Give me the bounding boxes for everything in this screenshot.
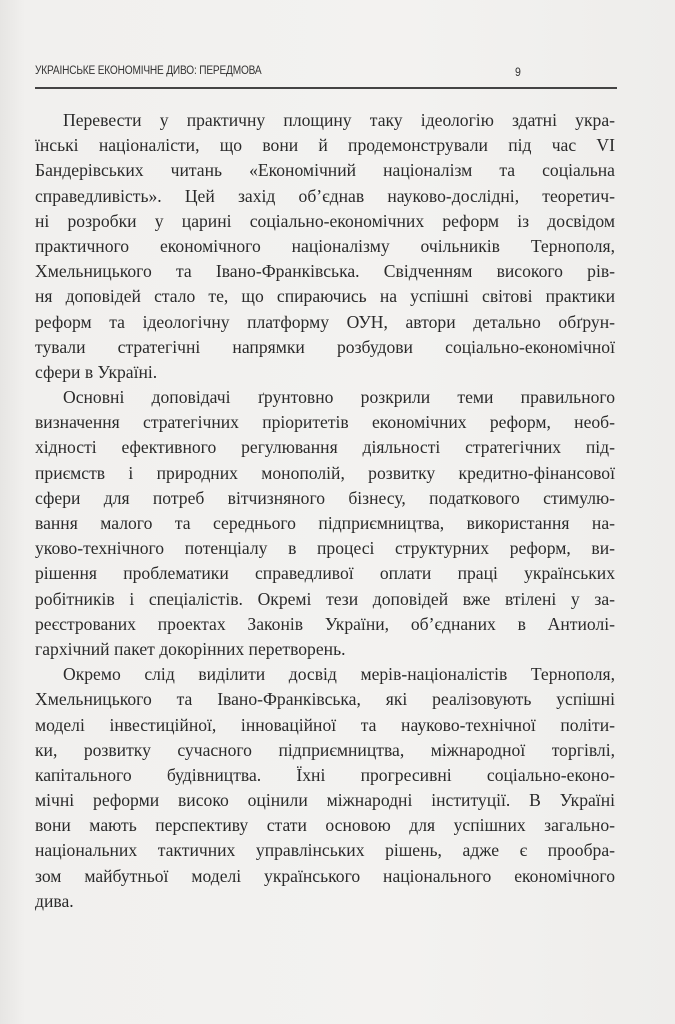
text-line: ки, розвитку сучасного підприємництва, міжнародної торгівлі, [35,739,615,760]
text-line: сфери для потреб вітчизняного бізнесу, податкового стимулю- [35,487,615,508]
text-line: ня доповідей стало те, що спираючись на успішні світові практики [35,286,615,307]
running-header [35,62,545,82]
text-line: Хмельницького та Івано-Франківська, які реалізовують успішні [35,689,615,710]
text-line: моделі інвестиційної, інноваційної та науково-технічної політи- [35,714,615,735]
text-line: зом майбутньої моделі українського національного економічного [35,865,615,886]
text-line: гархічний пакет докорінних перетворень. [35,638,346,659]
text-line: вони мають перспективу стати основою для успішних загально- [35,815,615,836]
text-line: Бандерівських читань «Економічний націоналізм та соціальна [35,160,615,181]
text-line: визначення стратегічних пріоритетів економічних реформ, необ- [35,412,615,433]
page-number: 9 [515,65,521,79]
paragraph [35,385,615,662]
text-line: Окремо слід виділити досвід мерів-націоналістів Тернополя, [63,664,615,685]
text-line: справедливість». Цей захід об’єднав науково-дослідні, теоретич- [35,185,615,206]
text-line: хідності ефективного регулювання діяльності стратегічних під- [35,437,615,458]
text-line: вання малого та середнього підприємництва, використання на- [35,513,615,533]
text-line: приємств і природних монополій, розвитку кредитно-фінансової [35,462,615,483]
text-line: практичного економічного націоналізму очільників Тернополя, [35,235,615,256]
text-line: національних тактичних управлінських рішень, адже є прообра- [35,840,615,861]
body-text [35,108,615,914]
text-line: Основні доповідачі ґрунтовно розкрили теми правильного [63,387,615,408]
text-line: Перевести у практичну площину таку ідеологію здатні укра- [63,110,615,130]
header-rule [35,87,617,89]
running-title: УКРАЇНСЬКЕ ЕКОНОМІЧНЕ ДИВО: ПЕРЕДМОВА [35,65,262,77]
text-line: рішення проблематики справедливої оплати праці українських [35,563,615,584]
text-line: капітального будівництва. Їхні прогресивні соціально-еконо- [35,764,615,785]
text-line: тували стратегічні напрямки розбудови соціально-економічної [35,336,615,357]
text-line: ні розробки у царині соціально-економічних реформ із досвідом [35,210,615,231]
text-line: мічні реформи високо оцінили міжнародні інституції. В Україні [35,790,615,811]
text-line: робітників і спеціалістів. Окремі тези доповідей вже втілені у за- [35,588,615,609]
paragraph [35,662,615,914]
paragraph [35,108,615,385]
text-line: реєстрованих проектах Законів України, об’єднаних в Антиолі- [35,613,615,634]
text-line: дива. [35,890,74,911]
text-line: реформ та ідеологічну платформу ОУН, автори детально обґрун- [35,311,615,332]
text-line: їнські націоналісти, що вони й продемонстрували під час VI [35,135,615,156]
text-line: сфери в Україні. [35,361,158,382]
text-line: Хмельницького та Івано-Франківська. Свідченням високого рів- [35,261,615,282]
text-line: уково-технічного потенціалу в процесі структурних реформ, ви- [35,538,615,559]
